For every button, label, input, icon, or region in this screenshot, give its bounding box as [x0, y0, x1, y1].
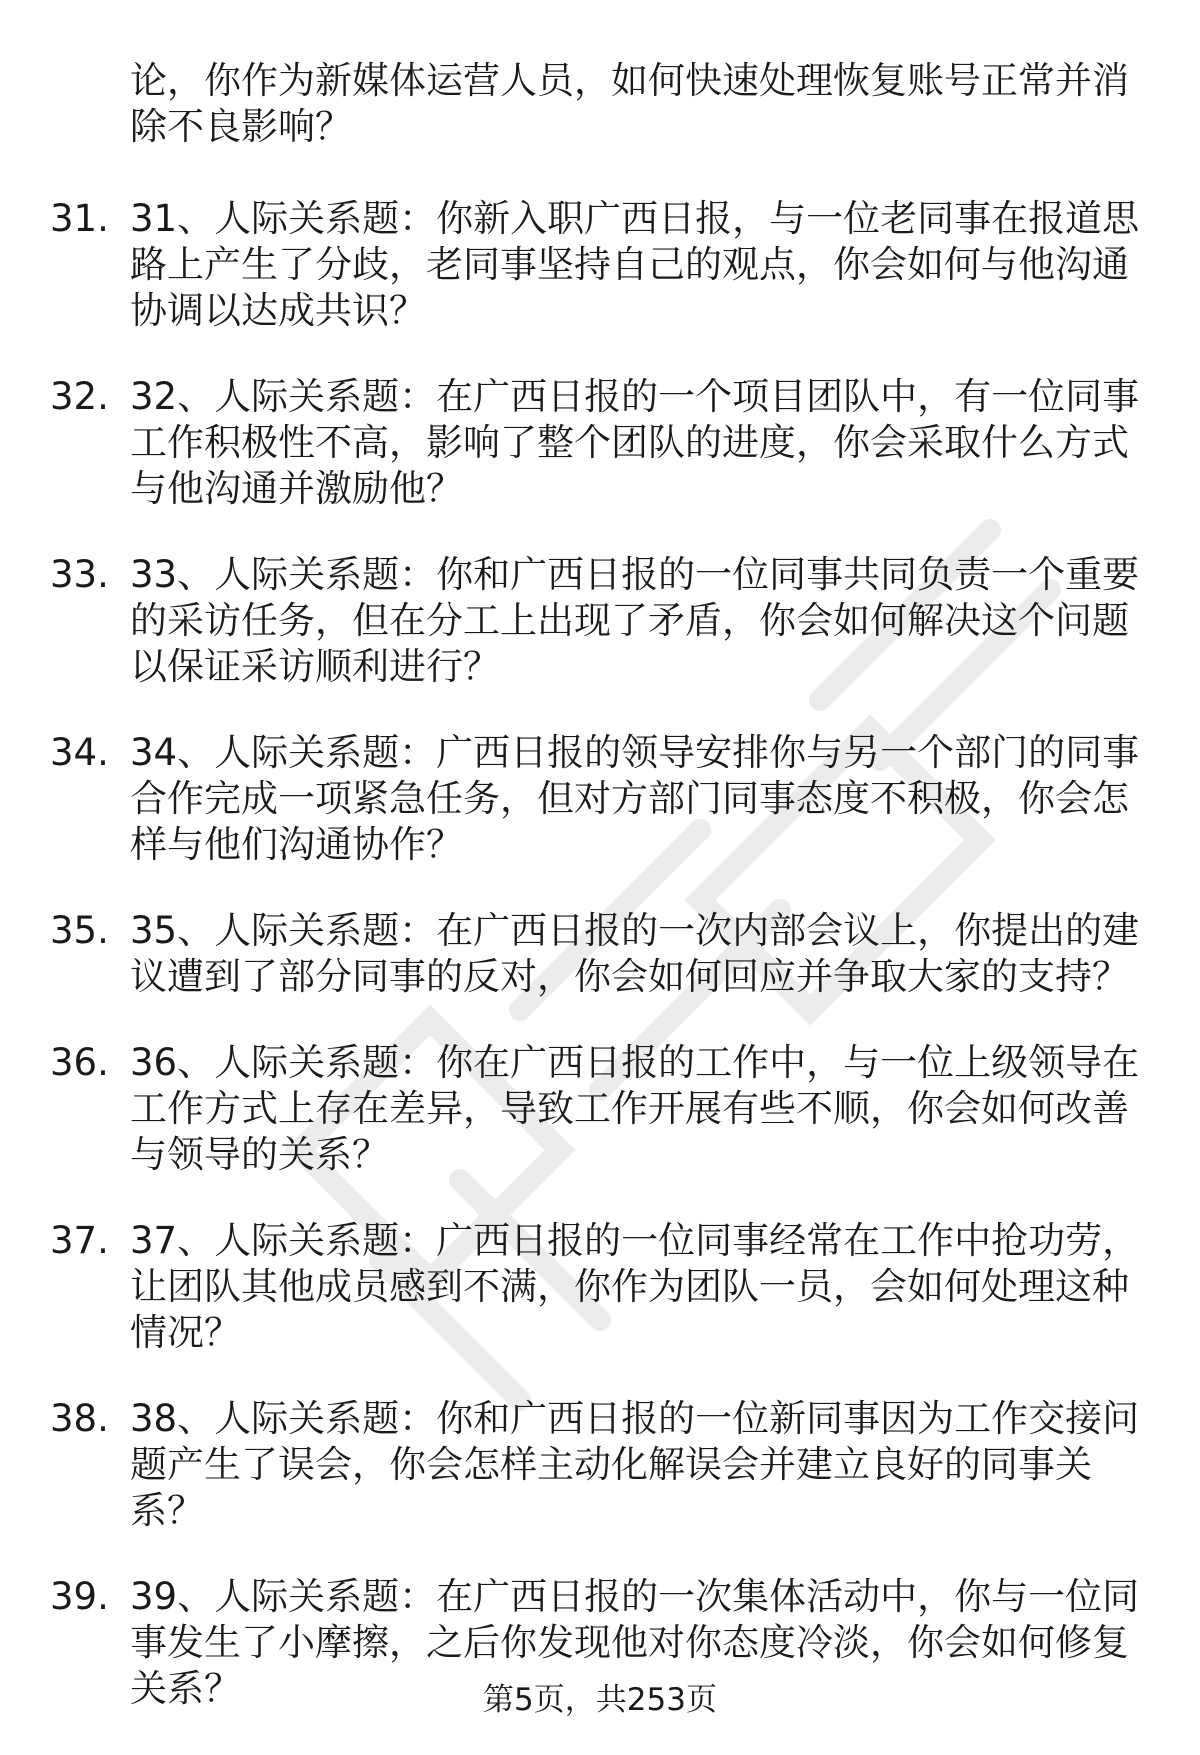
question-list: [50, 196, 1160, 1752]
question-text: 32、人际关系题：在广西日报的一个项目团队中，有一位同事工作积极性不高，影响了整个团队的进度，你会采取什么方式与他沟通并激励他？: [130, 375, 1140, 510]
continued-question-text: 论，你作为新媒体运营人员，如何快速处理恢复账号正常并消除不良影响？: [130, 59, 1129, 148]
question-number: 36.: [50, 1041, 109, 1084]
question-item: [50, 1040, 1160, 1178]
question-item: [50, 196, 1160, 334]
question-number: 33.: [50, 553, 109, 596]
question-item: [50, 552, 1160, 690]
question-text: 38、人际关系题：你和广西日报的一位新同事因为工作交接问题产生了误会，你会怎样主动化解误会并建立良好的同事关系？: [130, 1397, 1140, 1532]
question-number: 38.: [50, 1397, 109, 1440]
question-text: 36、人际关系题：你在广西日报的工作中，与一位上级领导在工作方式上存在差异，导致工作开展有些不顺，你会如何改善与领导的关系？: [130, 1041, 1140, 1176]
question-text: 35、人际关系题：在广西日报的一次内部会议上，你提出的建议遭到了部分同事的反对，你会如何回应并争取大家的支持？: [130, 909, 1140, 998]
question-item: [50, 1218, 1160, 1356]
page-footer: 第5页，共253页: [483, 1682, 717, 1718]
question-number: 37.: [50, 1219, 109, 1262]
question-item: [50, 374, 1160, 512]
question-text: 31、人际关系题：你新入职广西日报，与一位老同事在报道思路上产生了分歧，老同事坚持自己的观点，你会如何与他沟通协调以达成共识？: [130, 197, 1140, 332]
question-item: [50, 908, 1160, 1000]
question-text: 34、人际关系题：广西日报的领导安排你与另一个部门的同事合作完成一项紧急任务，但对方部门同事态度不积极，你会怎样与他们沟通协作？: [130, 731, 1140, 866]
question-number: 31.: [50, 197, 109, 240]
question-number: 34.: [50, 731, 109, 774]
question-number: 39.: [50, 1575, 109, 1618]
question-text: 39、人际关系题：在广西日报的一次集体活动中，你与一位同事发生了小摩擦，之后你发现他对你态度冷淡，你会如何修复关系？: [130, 1575, 1140, 1710]
question-number: 32.: [50, 375, 109, 418]
question-item: [50, 1396, 1160, 1534]
question-text: 37、人际关系题：广西日报的一位同事经常在工作中抢功劳，让团队其他成员感到不满，你作为团队一员，会如何处理这种情况？: [130, 1219, 1140, 1354]
question-text: 33、人际关系题：你和广西日报的一位同事共同负责一个重要的采访任务，但在分工上出现了矛盾，你会如何解决这个问题以保证采访顺利进行？: [130, 553, 1140, 688]
question-item: [50, 730, 1160, 868]
question-number: 35.: [50, 909, 109, 952]
